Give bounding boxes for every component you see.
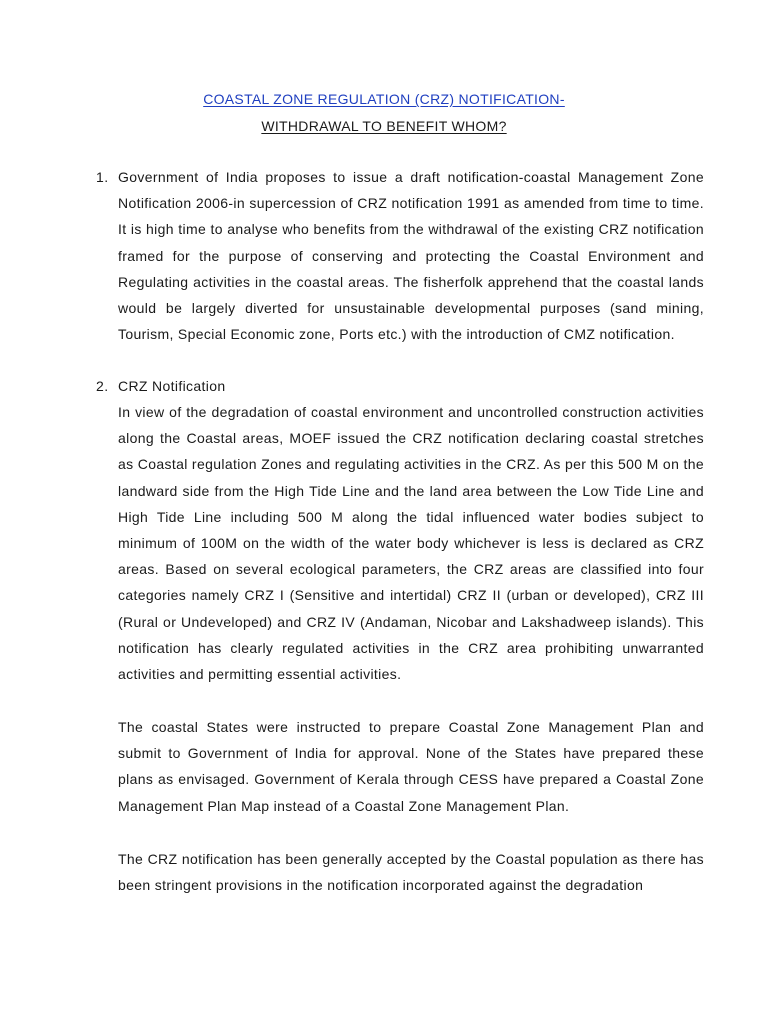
item-number-1: 1.	[96, 169, 109, 185]
item-heading-2: CRZ Notification	[118, 378, 226, 394]
item-number-2: 2.	[96, 378, 109, 394]
item-paragraph-2: In view of the degradation of coastal environment and uncontrolled construction activities along the Coastal areas, MOEF issued the CRZ notification declaring coastal stretches as Coastal regulation Zones and regulating activities in the CRZ. As per this 500 M on the landward side from the High Tide Line and the land area between the Low Tide Line and High Tide Line including 500 M along the tidal influenced water bodies subject to minimum of 100M on the width of the water body whichever is less is declared as CRZ areas. Based on several ecological parameters, the CRZ areas are classified into four categories namely CRZ I (Sensitive and intertidal) CRZ II (urban or developed), CRZ III (Rural or Undeveloped) and CRZ IV (Andaman, Nicobar and Lakshadweep islands). This notification has clearly regulated activities in the CRZ area prohibiting unwarranted activities and permitting essential activities.	[118, 404, 704, 683]
document-subtitle: WITHDRAWAL TO BENEFIT WHOM?	[261, 118, 507, 134]
item-paragraph-1: Government of India proposes to issue a draft notification-coastal Management Zone Notification 2006-in supercession of CRZ notification 1991 as amended from time to time. It is high time to analyse who benefits from the withdrawal of the existing CRZ notification framed for the purpose of conserving and protecting the Coastal Environment and Regulating activities in the coastal areas. The fisherfolk apprehend that the coastal lands would be largely diverted for unsustainable developmental purposes (sand mining, Tourism, Special Economic zone, Ports etc.) with the introduction of CMZ notification.	[118, 169, 704, 343]
document-title: COASTAL ZONE REGULATION (CRZ) NOTIFICATION-	[203, 91, 565, 107]
body-paragraph-2: The CRZ notification has been generally accepted by the Coastal population as there has been stringent provisions in the notification incorporated against the degradation	[118, 851, 704, 894]
body-paragraph-1: The coastal States were instructed to prepare Coastal Zone Management Plan and submit to Government of India for approval. None of the States have prepared these plans as envisaged. Government of Kerala through CESS have prepared a Coastal Zone Management Plan Map instead of a Coastal Zone Management Plan.	[118, 719, 704, 814]
